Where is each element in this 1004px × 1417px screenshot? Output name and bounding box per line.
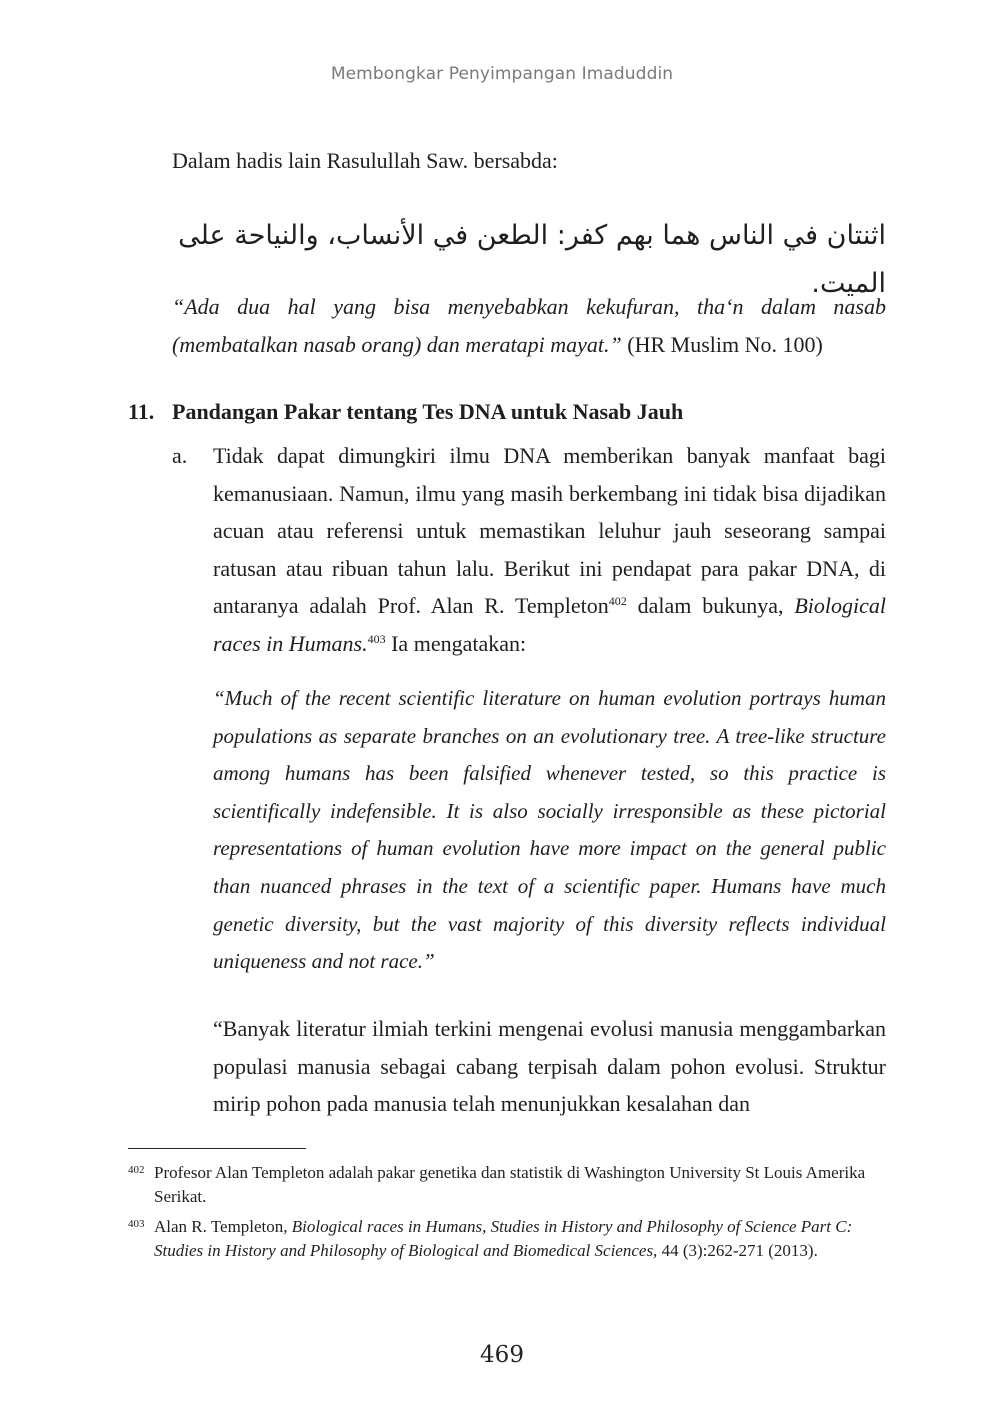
list-item-a [172, 437, 886, 663]
intro-paragraph: Dalam hadis lain Rasulullah Saw. bersabda: [172, 148, 558, 173]
footnote-403 [128, 1215, 888, 1263]
footnote-title: Biological races in Humans, Studies in History and Philosophy of Science Part C: Studies in History and Philosophy of Biological and Biomedical Sciences, [154, 1217, 853, 1260]
footnote-ref-402[interactable]: 402 [608, 594, 627, 609]
page-number: 469 [480, 1342, 524, 1368]
footnote-number: 403 [128, 1218, 145, 1230]
footnote-402 [128, 1161, 888, 1209]
book-title: Biological races in Humans. [213, 593, 886, 656]
footnote-text: Profesor Alan Templeton adalah pakar genetika dan statistik di Washington University St Louis Amerika Serikat. [154, 1163, 866, 1206]
item-text-2: dalam bukunya, [626, 593, 795, 619]
footnote-divider [128, 1148, 306, 1149]
section-heading [128, 393, 888, 431]
footnote-author: Alan R. Templeton, [154, 1217, 292, 1236]
quote-indonesian: “Banyak literatur ilmiah terkini mengenai evolusi manusia menggambarkan populasi manusia sebagai cabang terpisah dalam pohon evolusi. Struktur mirip pohon pada manusia telah menunjukkan kesalahan dan [213, 1016, 886, 1117]
footnote-text [154, 1215, 888, 1263]
hadith-translation-text: “Ada dua hal yang bisa menyebabkan kekufuran, tha‘n dalam nasab (membatalkan nasab orang) dan meratapi mayat.” [172, 294, 886, 357]
item-text-1: Tidak dapat dimungkiri ilmu DNA memberikan banyak manfaat bagi kemanusiaan. Namun, ilmu yang masih berkembang ini tidak bisa dijadikan acuan atau referensi untuk memastikan leluhur jauh seseorang sampai ratusan atau ribuan tahun lalu. Berikut ini pendapat para pakar DNA, di antaranya adalah Prof. Alan R. Templeton [213, 443, 886, 619]
running-header: Membongkar Penyimpangan Imaduddin [330, 64, 674, 84]
quote-english: “Much of the recent scientific literature on human evolution portrays human populations as separate branches on an evolutionary tree. A tree-like structure among humans has been falsified whenever tested, so this practice is scientifically indefensible. It is also socially irresponsible as these pictorial representations of human evolution have more impact on the general public than nuanced phrases in the text of a scientific paper. Humans have much genetic diversity, but the vast majority of this diversity reflects individual uniqueness and not race.” [213, 686, 886, 974]
list-marker: a. [172, 443, 188, 468]
hadith-arabic-text: اثنتان في الناس هما بهم كفر: الطعن في الأنساب، والنياحة على الميت. [178, 220, 886, 299]
section-number: 11. [128, 399, 155, 424]
section-title: Pandangan Pakar tentang Tes DNA untuk Nasab Jauh [172, 399, 684, 424]
hadith-translation [172, 288, 886, 364]
footnote-number: 402 [128, 1164, 145, 1176]
list-item-body [213, 437, 886, 663]
footnote-citation: 44 (3):262-271 (2013). [657, 1241, 818, 1260]
hadith-source: (HR Muslim No. 100) [621, 332, 823, 357]
footnote-ref-403[interactable]: 403 [367, 631, 386, 646]
item-text-3: Ia mengatakan: [385, 630, 527, 656]
